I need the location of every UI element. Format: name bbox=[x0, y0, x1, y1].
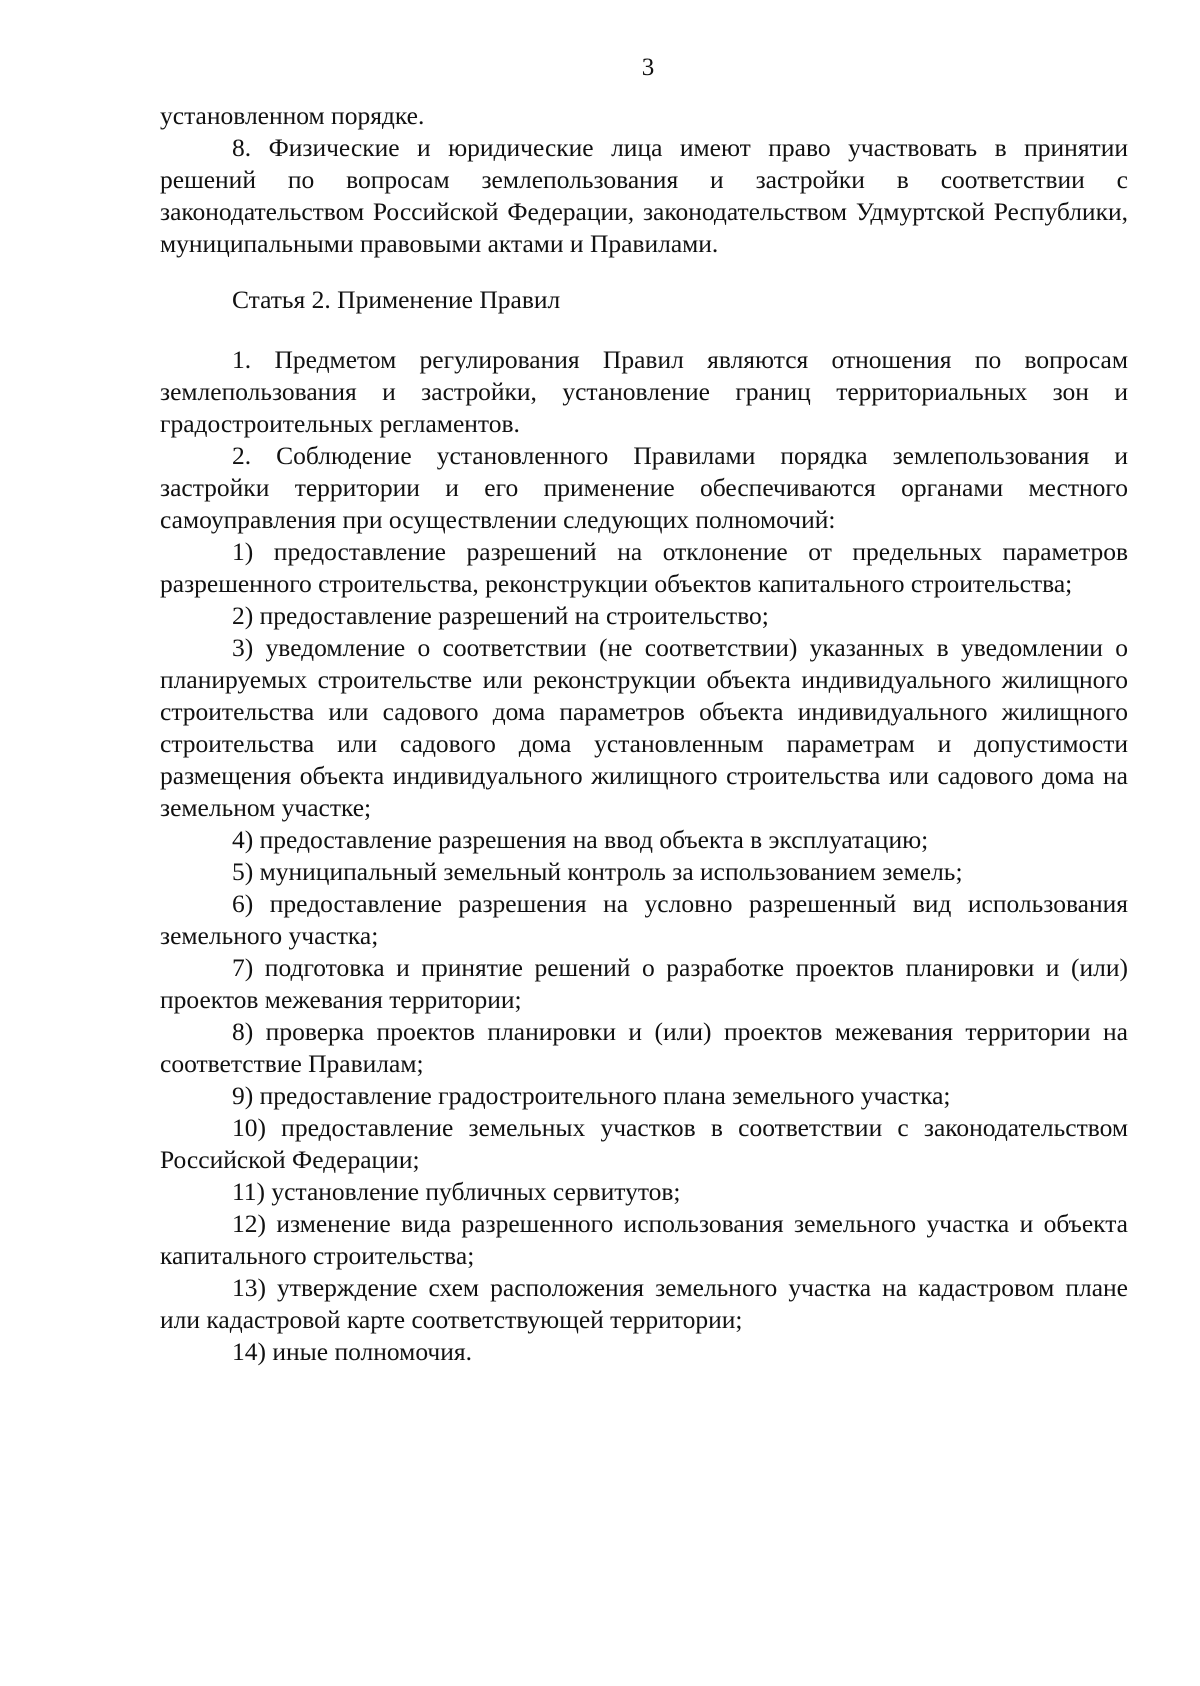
list-item: 6) предоставление разрешения на условно разрешенный вид использования земельного участка; bbox=[160, 889, 1128, 950]
list-item: 11) установление публичных сервитутов; bbox=[232, 1177, 681, 1206]
list-item: 14) иные полномочия. bbox=[232, 1337, 472, 1366]
article-heading: Статья 2. Применение Правил bbox=[232, 285, 561, 314]
intro-continuation: установленном порядке. bbox=[160, 101, 425, 130]
list-item: 7) подготовка и принятие решений о разработке проектов планировки и (или) проектов межевания территории; bbox=[160, 953, 1128, 1014]
list-item: 4) предоставление разрешения на ввод объекта в эксплуатацию; bbox=[232, 825, 929, 854]
list-item: 2) предоставление разрешений на строительство; bbox=[232, 601, 769, 630]
page-number: 3 bbox=[641, 54, 655, 81]
list-item: 8) проверка проектов планировки и (или) проектов межевания территории на соответствие Правилам; bbox=[160, 1017, 1128, 1078]
list-item: 12) изменение вида разрешенного использования земельного участка и объекта капитального строительства; bbox=[160, 1209, 1128, 1270]
list-item: 10) предоставление земельных участков в соответствии с законодательством Российской Федерации; bbox=[160, 1113, 1128, 1174]
list-item: 5) муниципальный земельный контроль за использованием земель; bbox=[232, 857, 963, 886]
paragraph-1: 1. Предметом регулирования Правил являются отношения по вопросам землепользования и застройки, установление границ территориальных зон и градостроительных регламентов. bbox=[160, 345, 1128, 438]
list-item: 1) предоставление разрешений на отклонение от предельных параметров разрешенного строительства, реконструкции объектов капитального строительства; bbox=[160, 537, 1128, 598]
list-item: 9) предоставление градостроительного плана земельного участка; bbox=[232, 1081, 951, 1110]
paragraph-2: 2. Соблюдение установленного Правилами порядка землепользования и застройки территории и его применение обеспечиваются органами местного самоуправления при осуществлении следующих полномочий: bbox=[160, 441, 1128, 534]
list-item: 13) утверждение схем расположения земельного участка на кадастровом плане или кадастровой карте соответствующей территории; bbox=[160, 1273, 1128, 1334]
paragraph-item-8: 8. Физические и юридические лица имеют право участвовать в принятии решений по вопросам землепользования и застройки в соответствии с законодательством Российской Федерации, законодательством Удмуртской Республики, муниципальными правовыми актами и Правилами. bbox=[160, 133, 1128, 258]
document-body bbox=[160, 100, 1128, 1368]
list-item: 3) уведомление о соответствии (не соответствии) указанных в уведомлении о планируемых строительстве или реконструкции объекта индивидуального жилищного строительства или садового дома параметров объекта индивидуального жилищного строительства или садового дома установленным параметрам и допустимости размещения объекта индивидуального жилищного строительства или садового дома на земельном участке; bbox=[160, 633, 1128, 822]
